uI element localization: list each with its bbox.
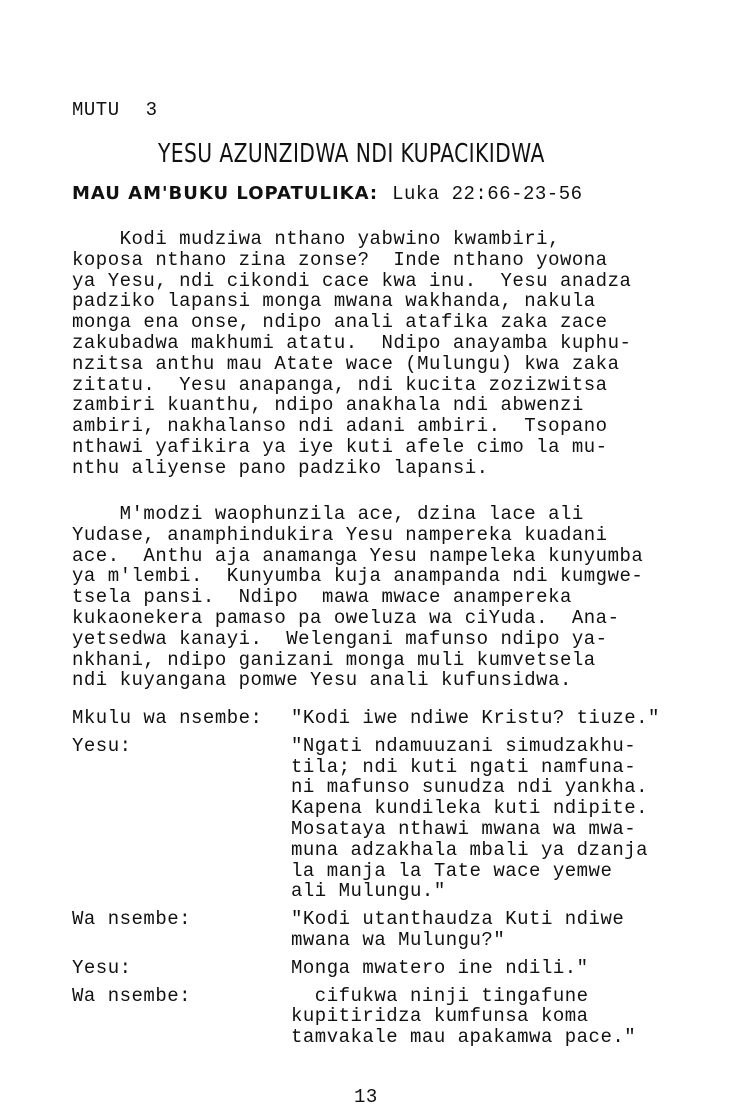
reading-reference: Luka 22:66-23-56: [392, 183, 583, 205]
paragraph-intro: Kodi mudziwa nthano yabwino kwambiri, koposa nthano zina zonse? Inde nthano yowona ya Yesu, ndi cikondi cace kwa inu. Yesu anadza padziko lapansi monga mwana wakhanda, nakula monga ena onse, ndipo anali atafika zaka zace zakubadwa makhumi atatu. Ndipo anayamba kuphu- nzitsa anthu mau Atate wace (Mulungu) kwa zaka zitatu. Yesu anapanga, ndi kucita zozizwitsa zambiri kuanthu, ndipo anakhala ndi abwenzi ambiri, nakhalanso ndi adani ambiri. Tsopano nthawi yafikira ya iye kuti afele cimo la mu- nthu aliyense pano padziko lapansi.: [72, 228, 632, 479]
dialogue: [72, 708, 692, 1055]
dialogue-text: "Kodi utanthaudza Kuti ndiwe mwana wa Mulungu?": [291, 908, 625, 951]
dialogue-speaker: Wa nsembe:: [72, 984, 192, 1007]
dialogue-text: cifukwa ninji tingafune kupitiridza kumfunsa koma tamvakale mau apakamwa pace.": [291, 984, 637, 1049]
page-number: 13: [354, 1086, 378, 1108]
dialogue-speaker: Yesu:: [72, 956, 132, 979]
scripture-reference: [72, 183, 583, 205]
dialogue-text: "Kodi iwe ndiwe Kristu? tiuze.": [291, 707, 660, 729]
chapter-heading: [72, 99, 158, 121]
reading-label: MAU AM'BUKU LOPATULIKA:: [72, 183, 379, 204]
dialogue-speaker: Mkulu wa nsembe:: [72, 707, 263, 729]
dialogue-row: [72, 708, 692, 729]
dialogue-row: [72, 736, 692, 902]
page-title: YESU AZUNZIDWA NDI KUPACIKIDWA: [158, 139, 545, 169]
dialogue-speaker: Wa nsembe:: [72, 908, 192, 931]
paragraph-betrayal: M'modzi waophunzila ace, dzina lace ali Yudase, anamphindukira Yesu nampereka kuadani ace. Anthu aja anamanga Yesu nampeleka kunyumba ya m'lembi. Kunyumba kuja anampanda ndi kumgwe- tsela pansi. Ndipo mawa mwace anampereka kukaonekera pamaso pa oweluza wa ciYuda. Ana- yetsedwa kanayi. Welengani mafunso ndipo ya- nkhani, ndipo ganizani monga muli kumvetsela ndi kuyangana pomwe Yesu anali kufunsidwa.: [72, 503, 644, 692]
dialogue-text: "Ngati ndamuuzani simudzakhu- tila; ndi kuti ngati namfuna- ni mafunso sunudza ndi yankha. Kapena kundileka kuti ndipite. Mosataya nthawi mwana wa mwa- muna adzakhala mbali ya dzanja la manja la Tate wace yemwe ali Mulungu.": [291, 734, 649, 903]
dialogue-row: [72, 986, 692, 1048]
chapter-number: 3: [145, 99, 158, 121]
dialogue-speaker: Yesu:: [72, 734, 132, 757]
dialogue-row: [72, 909, 692, 951]
dialogue-row: [72, 958, 692, 979]
chapter-label: MUTU: [72, 99, 120, 121]
dialogue-text: Monga mwatero ine ndili.": [291, 956, 589, 979]
